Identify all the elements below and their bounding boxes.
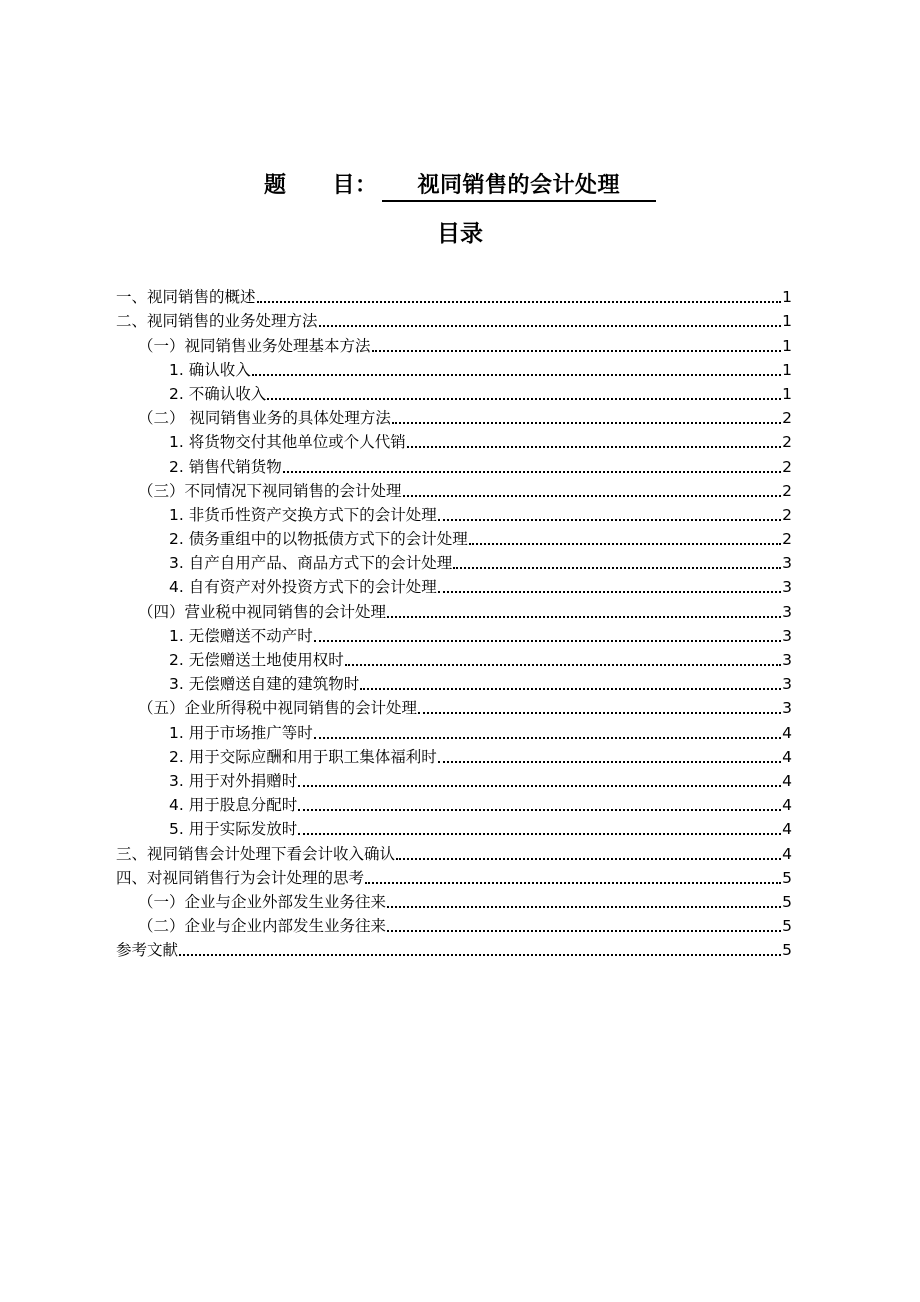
toc-entry[interactable]	[116, 501, 792, 525]
toc-entry-text: 二、视同销售的业务处理方法	[116, 312, 318, 331]
toc-entry-text: 3. 自产自用产品、商品方式下的会计处理	[169, 554, 453, 573]
toc-entry[interactable]	[116, 525, 792, 549]
toc-page-number: 3	[782, 651, 792, 669]
toc-entry[interactable]	[116, 646, 792, 670]
toc-leader-dots	[469, 543, 781, 545]
toc-entry-text: （四）营业税中视同销售的会计处理	[138, 602, 387, 621]
toc-leader-dots	[396, 858, 781, 860]
toc-leader-dots	[298, 833, 781, 835]
toc-leader-dots	[453, 567, 781, 569]
toc-entry-text: 2. 不确认收入	[169, 384, 267, 403]
toc-page-number: 4	[782, 723, 792, 742]
toc-entry-text: （三）不同情况下视同销售的会计处理	[138, 481, 402, 500]
toc-page-number: 5	[782, 941, 792, 960]
toc-entry-text: （二） 视同销售业务的具体处理方法	[138, 409, 391, 428]
toc-entry[interactable]	[116, 864, 792, 888]
toc-entry-text: 2. 无偿赠送土地使用权时	[169, 651, 344, 669]
toc-entry[interactable]	[116, 549, 792, 573]
toc-entry-text: 三、视同销售会计处理下看会计收入确认	[116, 844, 396, 863]
toc-entry[interactable]	[116, 331, 792, 355]
toc-leader-dots	[314, 737, 781, 739]
toc-leader-dots	[392, 422, 781, 424]
toc-entry-text: 2. 销售代销货物	[169, 457, 282, 476]
toc-page-number: 3	[782, 626, 792, 645]
toc-entry[interactable]	[116, 936, 792, 960]
toc-page-number: 1	[782, 312, 792, 331]
toc-entry[interactable]	[116, 767, 792, 791]
toc-leader-dots	[179, 954, 781, 956]
toc-leader-dots	[403, 495, 781, 497]
title-label-part1: 题	[263, 173, 287, 198]
toc-entry-text: 3. 用于对外捐赠时	[169, 771, 298, 790]
toc-page-number: 5	[782, 917, 792, 936]
toc-page-number: 1	[782, 384, 792, 403]
toc-entry-text: 1. 确认收入	[169, 360, 251, 379]
toc-page-number: 2	[782, 530, 792, 549]
toc-entry-text: 1. 无偿赠送不动产时	[169, 626, 313, 645]
toc-entry[interactable]	[116, 718, 792, 742]
toc-entry-text: （一）企业与企业外部发生业务往来	[138, 892, 387, 911]
toc-leader-dots	[407, 446, 781, 448]
toc-page-number: 4	[782, 796, 792, 815]
toc-leader-dots	[438, 519, 781, 521]
toc-leader-dots	[360, 688, 781, 690]
toc-entry[interactable]	[116, 670, 792, 694]
toc-page-number: 3	[782, 578, 792, 597]
toc-page-number: 4	[782, 771, 792, 790]
toc-page-number: 4	[782, 844, 792, 863]
toc-entry[interactable]	[116, 622, 792, 646]
toc-entry-text: （二）企业与企业内部发生业务往来	[138, 917, 387, 936]
toc-heading: 目录	[437, 221, 483, 247]
toc-page-number: 4	[782, 747, 792, 766]
toc-leader-dots	[298, 785, 781, 787]
toc-page-number: 1	[782, 360, 792, 379]
toc-leader-dots	[257, 301, 781, 303]
toc-entry[interactable]	[116, 428, 792, 452]
toc-leader-dots	[372, 350, 781, 352]
toc-page-number: 4	[782, 820, 792, 839]
toc-page-number: 5	[782, 892, 792, 911]
toc-page-number: 3	[782, 554, 792, 573]
toc-page-number: 5	[782, 868, 792, 887]
toc-entry[interactable]	[116, 839, 792, 863]
toc-entry[interactable]	[116, 380, 792, 404]
toc-entry[interactable]	[116, 356, 792, 380]
toc-entry[interactable]	[116, 573, 792, 597]
toc-entry[interactable]	[116, 694, 792, 718]
toc-leader-dots	[314, 640, 781, 642]
title-label-part2: 目：	[332, 173, 378, 198]
toc-page-number: 3	[782, 602, 792, 621]
toc-entry-text: （一）视同销售业务处理基本方法	[138, 336, 371, 355]
toc-leader-dots	[283, 471, 781, 473]
toc-page-number: 3	[782, 699, 792, 718]
toc-leader-dots	[345, 664, 781, 666]
toc-entry-text: 1. 用于市场推广等时	[169, 723, 313, 742]
toc-entry[interactable]	[116, 307, 792, 331]
toc-entry-text: 2. 债务重组中的以物抵债方式下的会计处理	[169, 530, 468, 549]
toc-entry[interactable]	[116, 815, 792, 839]
toc-entry[interactable]	[116, 404, 792, 428]
toc-entry[interactable]	[116, 912, 792, 936]
toc-entry-text: （五）企业所得税中视同销售的会计处理	[138, 699, 418, 718]
toc-leader-dots	[438, 591, 781, 593]
toc-entry-text: 四、对视同销售行为会计处理的思考	[116, 868, 365, 887]
toc-page-number: 2	[782, 457, 792, 476]
toc-leader-dots	[387, 616, 781, 618]
toc-page-number: 3	[782, 675, 792, 694]
toc-entry[interactable]	[116, 477, 792, 501]
toc-leader-dots	[252, 374, 781, 376]
title-value: 视同销售的会计处理	[382, 168, 657, 202]
toc-entry-text: 一、视同销售的概述	[116, 288, 256, 307]
toc-entry-text: 1. 将货物交付其他单位或个人代销	[169, 433, 406, 452]
toc-leader-dots	[319, 325, 781, 327]
toc-page-number: 2	[782, 433, 792, 452]
toc-entry-text: 4. 用于股息分配时	[169, 796, 298, 815]
table-of-contents	[116, 283, 792, 960]
toc-entry[interactable]	[116, 597, 792, 621]
document-title	[0, 168, 920, 202]
toc-entry-text: 4. 自有资产对外投资方式下的会计处理	[169, 578, 437, 597]
toc-page-number: 2	[782, 481, 792, 500]
toc-page-number: 1	[782, 336, 792, 355]
toc-entry-text: 参考文献	[116, 941, 179, 960]
toc-page-number: 2	[782, 409, 792, 428]
toc-page-number: 1	[782, 288, 792, 307]
toc-leader-dots	[387, 930, 781, 932]
toc-leader-dots	[438, 761, 781, 763]
toc-page-number: 2	[782, 505, 792, 524]
toc-leader-dots	[298, 809, 781, 811]
toc-leader-dots	[418, 712, 781, 714]
toc-entry-text: 2. 用于交际应酬和用于职工集体福利时	[169, 747, 437, 766]
toc-entry-text: 5. 用于实际发放时	[169, 820, 298, 839]
toc-entry[interactable]	[116, 888, 792, 912]
toc-leader-dots	[365, 882, 781, 884]
toc-entry[interactable]	[116, 791, 792, 815]
toc-entry-text: 1. 非货币性资产交换方式下的会计处理	[169, 505, 437, 524]
toc-entry[interactable]	[116, 452, 792, 476]
toc-leader-dots	[267, 398, 781, 400]
toc-leader-dots	[387, 906, 781, 908]
toc-entry-text: 3. 无偿赠送自建的建筑物时	[169, 675, 360, 694]
toc-entry[interactable]	[116, 283, 792, 307]
toc-entry[interactable]	[116, 743, 792, 767]
